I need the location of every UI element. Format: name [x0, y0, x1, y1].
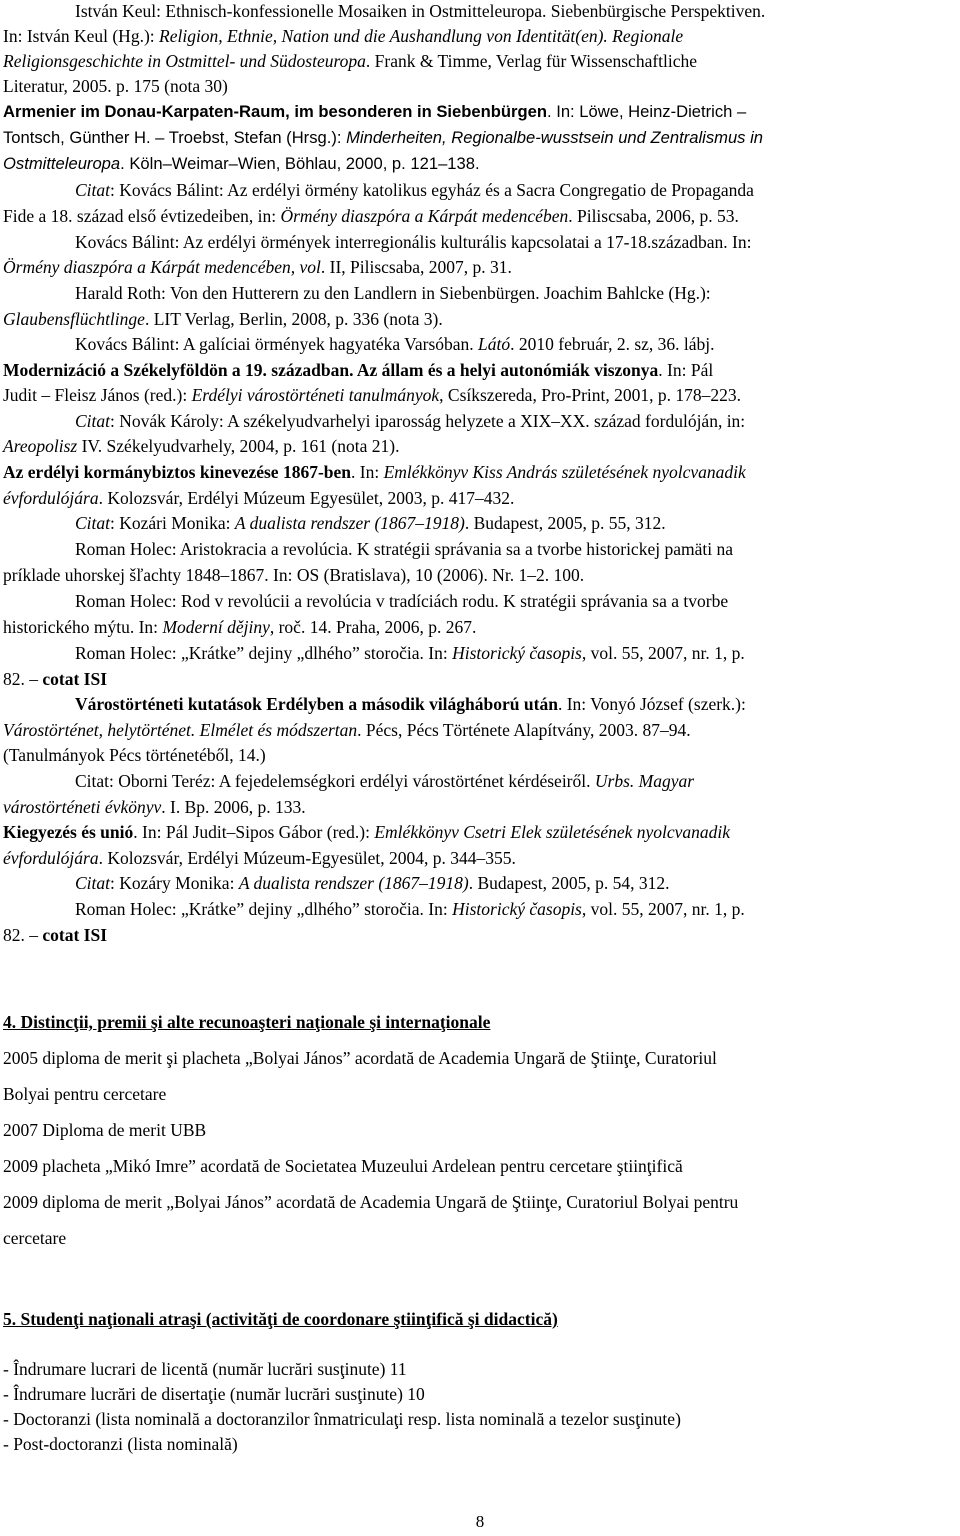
- bibliography-line: Citat: Kozáry Monika: A dualista rendszer (1867–1918). Budapest, 2005, p. 54, 312.: [75, 873, 670, 893]
- bibliography-line: évfordulójára. Kolozsvár, Erdélyi Múzeum-Egyesület, 2004, p. 344–355.: [3, 848, 516, 868]
- bibliography-line: (Tanulmányok Pécs történetéből, 14.): [3, 745, 266, 765]
- bibliography-line: Tontsch, Günther H. – Troebst, Stefan (Hrsg.): Minderheiten, Regionalbe-wusstsein und Zentralismus in: [3, 128, 763, 147]
- bibliography-line: Roman Holec: Aristokracia a revolúcia. K stratégii správania sa a tvorbe historickej pamäti na: [75, 539, 733, 559]
- bibliography-line: István Keul: Ethnisch-konfessionelle Mosaiken in Ostmitteleuropa. Siebenbürgische Perspektiven.: [75, 1, 766, 21]
- bibliography-line: Várostörténeti kutatások Erdélyben a második világháború után. In: Vonyó József (szerk.):: [75, 694, 746, 714]
- award-line: 2005 diploma de merit şi placheta „Bolyai János” acordată de Academia Ungară de Ştiinţe, Curatoriul: [3, 1048, 717, 1068]
- award-line: 2009 diploma de merit „Bolyai János” acordată de Academia Ungară de Ştiinţe, Curatoriul Bolyai pentru: [3, 1192, 739, 1212]
- bibliography-line: Citat: Kovács Bálint: Az erdélyi örmény katolikus egyház és a Sacra Congregatio de Propaganda: [75, 180, 754, 200]
- bibliography-line: historického mýtu. In: Moderní dějiny, roč. 14. Praha, 2006, p. 267.: [3, 617, 477, 637]
- bibliography-line: évfordulójára. Kolozsvár, Erdélyi Múzeum Egyesület, 2003, p. 417–432.: [3, 488, 515, 508]
- bibliography-line: Religionsgeschichte in Ostmittel- und Südosteuropa. Frank & Timme, Verlag für Wissenschaftliche: [3, 51, 698, 71]
- bibliography-line: Kovács Bálint: Az erdélyi örmények interregionális kulturális kapcsolatai a 17-18.században. In:: [75, 232, 752, 252]
- bibliography-line: Ostmitteleuropa. Köln–Weimar–Wien, Böhlau, 2000, p. 121–138.: [3, 154, 480, 173]
- bibliography-line: Areopolisz IV. Székelyudvarhely, 2004, p. 161 (nota 21).: [3, 436, 400, 456]
- bibliography-line: Várostörténet, helytörténet. Elmélet és módszertan. Pécs, Pécs Története Alapítvány, 2003. 87–94.: [3, 720, 691, 740]
- award-line: cercetare: [3, 1228, 67, 1248]
- section-5-heading: 5. Studenţi naţionali atraşi (activităţi de coordonare ştiinţifică şi didactică): [3, 1309, 558, 1329]
- bibliography-line: Citat: Oborni Teréz: A fejedelemségkori erdélyi várostörténet kérdéseiről. Urbs. Magyar: [75, 771, 695, 791]
- bibliography-line: Armenier im Donau-Karpaten-Raum, im besonderen in Siebenbürgen. In: Löwe, Heinz-Dietrich –: [3, 102, 747, 121]
- bibliography-line: Harald Roth: Von den Hutterern zu den Landlern in Siebenbürgen. Joachim Bahlcke (Hg.):: [75, 283, 711, 303]
- student-line: - Îndrumare lucrari de licentă (număr lucrări susţinute) 11: [3, 1359, 407, 1379]
- section-4-heading: 4. Distincţii, premii şi alte recunoaşteri naţionale şi internaţionale: [3, 1012, 491, 1032]
- bibliography-line: In: István Keul (Hg.): Religion, Ethnie, Nation und die Aushandlung von Identität(en). Regionale: [3, 26, 684, 46]
- bibliography-line: Literatur, 2005. p. 175 (nota 30): [3, 76, 228, 96]
- bibliography-line: príklade uhorskej šľachty 1848–1867. In: OS (Bratislava), 10 (2006). Nr. 1–2. 100.: [3, 565, 585, 585]
- student-line: - Îndrumare lucrări de disertaţie (număr lucrări susţinute) 10: [3, 1384, 425, 1404]
- award-line: Bolyai pentru cercetare: [3, 1084, 167, 1104]
- bibliography-line: Judit – Fleisz János (red.): Erdélyi várostörténeti tanulmányok, Csíkszereda, Pro-Print, 2001, p. 178–223.: [3, 385, 741, 405]
- page-number: 8: [475, 1512, 485, 1531]
- bibliography-line: Citat: Kozári Monika: A dualista rendszer (1867–1918). Budapest, 2005, p. 55, 312.: [75, 513, 666, 533]
- bibliography-line: Kiegyezés és unió. In: Pál Judit–Sipos Gábor (red.): Emlékkönyv Csetri Elek születésének nyolcvanadik: [3, 822, 731, 842]
- bibliography-line: Roman Holec: „Krátke” dejiny „dlhého” storočia. In: Historický časopis, vol. 55, 2007, nr. 1, p.: [75, 643, 745, 663]
- student-line: - Post-doctoranzi (lista nominală): [3, 1434, 238, 1454]
- bibliography-line: 82. – cotat ISI: [3, 925, 108, 945]
- bibliography-line: Örmény diaszpóra a Kárpát medencében, vol. II, Piliscsaba, 2007, p. 31.: [3, 257, 512, 277]
- bibliography-line: Modernizáció a Székelyföldön a 19. században. Az állam és a helyi autonómiák viszonya. In: Pál: [3, 360, 714, 380]
- bibliography-line: Fide a 18. század első évtizedeiben, in: Örmény diaszpóra a Kárpát medencében. Piliscsaba, 2006, p. 53.: [3, 206, 739, 226]
- bibliography-line: Roman Holec: Rod v revolúcii a revolúcia v tradíciách rodu. K stratégii správania sa a tvorbe: [75, 591, 729, 611]
- bibliography-line: Roman Holec: „Krátke” dejiny „dlhého” storočia. In: Historický časopis, vol. 55, 2007, nr. 1, p.: [75, 899, 745, 919]
- bibliography-line: Az erdélyi kormánybiztos kinevezése 1867-ben. In: Emlékkönyv Kiss András születésének nyolcvanadik: [3, 462, 746, 482]
- bibliography-line: Citat: Novák Károly: A székelyudvarhelyi iparosság helyzete a XIX–XX. század fordulóján, in:: [75, 411, 746, 431]
- award-line: 2009 placheta „Mikó Imre” acordată de Societatea Muzeului Ardelean pentru cercetare ştiinţifică: [3, 1156, 683, 1176]
- award-line: 2007 Diploma de merit UBB: [3, 1120, 207, 1140]
- student-line: - Doctoranzi (lista nominală a doctoranzilor înmatriculaţi resp. lista nominală a tezelor susţinute): [3, 1409, 681, 1429]
- bibliography-line: Glaubensflüchtlinge. LIT Verlag, Berlin, 2008, p. 336 (nota 3).: [3, 309, 443, 329]
- bibliography-line: 82. – cotat ISI: [3, 669, 108, 689]
- bibliography-line: Kovács Bálint: A galíciai örmények hagyatéka Varsóban. Látó. 2010 február, 2. sz, 36. lábj.: [75, 334, 715, 354]
- bibliography-line: várostörténeti évkönyv. I. Bp. 2006, p. 133.: [3, 797, 306, 817]
